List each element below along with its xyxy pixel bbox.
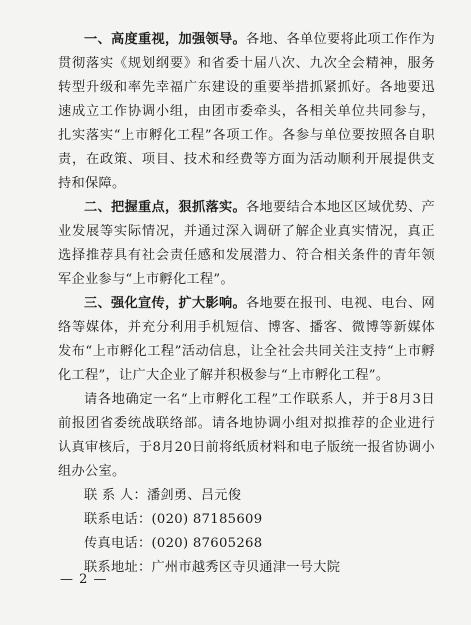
paragraph-3 (58, 292, 435, 388)
paragraph-2 (58, 196, 435, 292)
paragraph-3-heading: 三、强化宣传，扩大影响。 (84, 296, 246, 311)
notice-paragraph: 请各地确定一名“上市孵化工程”工作联系人，并于8月3日前报团省委统战联络部。请各地协调小组对拟推荐的企业进行认真审核后，于8月20日前将纸质材料和电子版统一报省协调小组办公室。 (58, 392, 435, 479)
contact-phone-value: (020) 87185609 (151, 512, 263, 527)
paragraph-1 (58, 28, 435, 196)
paragraph-1-body: 各地、各单位要将此项工作作为贯彻落实《规划纲要》和省委十届八次、九次全会精神，服务转型升级和率先幸福广东建设的重要举措抓紧抓好。各地要迅速成立工作协调小组，由团市委牵头，各相关单位共同参与，扎实落实“上市孵化工程”各项工作。各参与单位要按照各自职责，在政策、项目、技术和经费等方面为活动顺利开展提供支持和保障。 (58, 32, 435, 191)
page-number: — 2 — (60, 572, 108, 587)
contact-fax-value: (020) 87605268 (151, 536, 263, 551)
contact-address-label: 联系地址： (84, 560, 152, 575)
contact-address (84, 556, 435, 580)
paragraph-2-body: 各地要结合本地区区域优势、产业发展等实际情况，并通过深入调研了解企业真实情况，真正选择推荐具有社会责任感和发展潜力、符合相关条件的青年领军企业参与“上市孵化工程”。 (58, 200, 435, 287)
contact-person-value: 潘剑勇、吕元俊 (146, 488, 242, 503)
paragraph-1-heading: 一、高度重视，加强领导。 (84, 32, 246, 47)
paragraph-3-body: 各地要在报刊、电视、电台、网络等媒体，并充分利用手机短信、博客、播客、微博等新媒体发布“上市孵化工程”活动信息，让全社会共同关注支持“上市孵化工程”，让广大企业了解并积极参与“上市孵化工程”。 (58, 296, 435, 383)
contact-phone (84, 508, 435, 532)
contact-address-value: 广州市越秀区寺贝通津一号大院 (151, 560, 341, 575)
contact-person-label: 联 系 人： (84, 488, 147, 503)
contact-phone-label: 联系电话： (84, 512, 152, 527)
contact-person (84, 484, 435, 508)
contact-fax-label: 传真电话： (84, 536, 152, 551)
paragraph-2-heading: 二、把握重点，狠抓落实。 (84, 200, 246, 215)
contact-fax (84, 532, 435, 556)
